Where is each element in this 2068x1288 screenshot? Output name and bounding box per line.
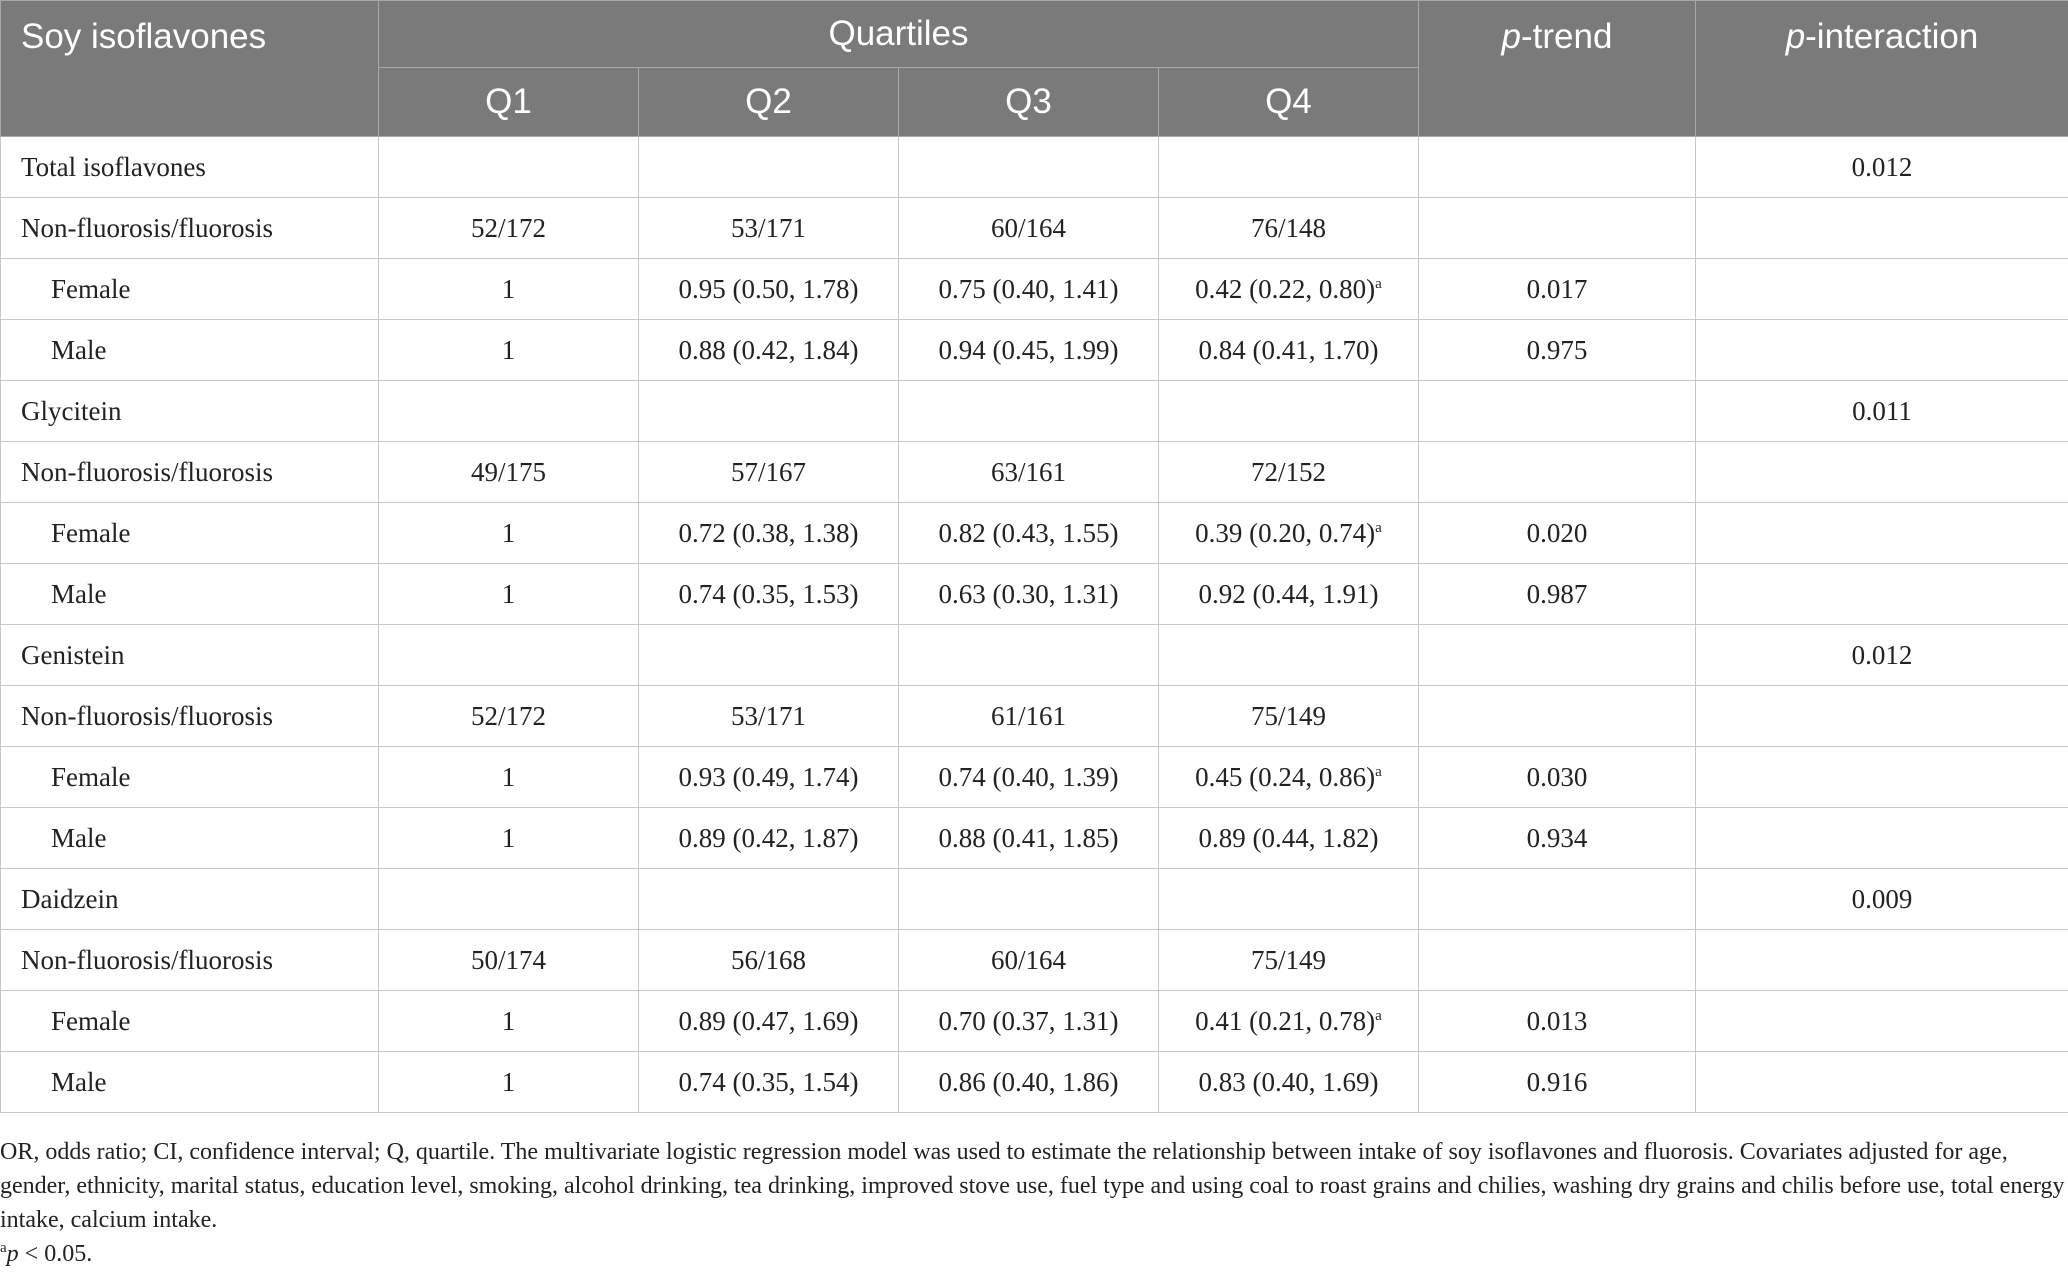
male-q2: 0.74 (0.35, 1.54) bbox=[639, 1052, 899, 1113]
female-q4-value: 0.42 (0.22, 0.80) bbox=[1195, 273, 1376, 304]
male-q1: 1 bbox=[379, 564, 639, 625]
female-q2: 0.95 (0.50, 1.78) bbox=[639, 259, 899, 320]
ratio-q2: 53/171 bbox=[639, 198, 899, 259]
empty-cell bbox=[639, 381, 899, 442]
empty-cell bbox=[899, 137, 1159, 198]
ratio-q4: 76/148 bbox=[1159, 198, 1419, 259]
female-q4-value: 0.39 (0.20, 0.74) bbox=[1195, 517, 1376, 548]
empty-cell bbox=[1696, 259, 2068, 320]
female-q2: 0.93 (0.49, 1.74) bbox=[639, 747, 899, 808]
ratio-q1: 49/175 bbox=[379, 442, 639, 503]
table-row-group-title bbox=[1, 381, 2068, 442]
table-row-male bbox=[1, 808, 2068, 869]
female-q3: 0.82 (0.43, 1.55) bbox=[899, 503, 1159, 564]
header-q3: Q3 bbox=[899, 68, 1159, 137]
empty-cell bbox=[1696, 747, 2068, 808]
header-q2: Q2 bbox=[639, 68, 899, 137]
male-q1: 1 bbox=[379, 808, 639, 869]
empty-cell bbox=[1696, 198, 2068, 259]
male-p-trend: 0.916 bbox=[1419, 1052, 1696, 1113]
female-q3: 0.74 (0.40, 1.39) bbox=[899, 747, 1159, 808]
male-label: Male bbox=[1, 320, 379, 381]
header-p-trend bbox=[1419, 1, 1696, 137]
empty-cell bbox=[639, 869, 899, 930]
group-name: Total isoflavones bbox=[1, 137, 379, 198]
p-interaction-value: 0.012 bbox=[1696, 137, 2068, 198]
male-p-trend: 0.987 bbox=[1419, 564, 1696, 625]
significance-marker: a bbox=[1375, 519, 1382, 536]
header-p-interaction-rest: -interaction bbox=[1805, 17, 1979, 56]
male-q4: 0.84 (0.41, 1.70) bbox=[1159, 320, 1419, 381]
group-name: Daidzein bbox=[1, 869, 379, 930]
female-q3: 0.70 (0.37, 1.31) bbox=[899, 991, 1159, 1052]
header-soy-isoflavones: Soy isoflavones bbox=[1, 1, 379, 137]
female-q1: 1 bbox=[379, 747, 639, 808]
male-q1: 1 bbox=[379, 320, 639, 381]
ratio-label: Non-fluorosis/fluorosis bbox=[1, 442, 379, 503]
empty-cell bbox=[1159, 381, 1419, 442]
empty-cell bbox=[1696, 1052, 2068, 1113]
header-q1: Q1 bbox=[379, 68, 639, 137]
ratio-label: Non-fluorosis/fluorosis bbox=[1, 686, 379, 747]
female-label: Female bbox=[1, 259, 379, 320]
male-q4: 0.83 (0.40, 1.69) bbox=[1159, 1052, 1419, 1113]
empty-cell bbox=[379, 625, 639, 686]
table-row-male bbox=[1, 320, 2068, 381]
table-footnote bbox=[0, 1135, 2068, 1271]
ratio-q4: 72/152 bbox=[1159, 442, 1419, 503]
table-row-female bbox=[1, 991, 2068, 1052]
ratio-q2: 53/171 bbox=[639, 686, 899, 747]
empty-cell bbox=[1159, 625, 1419, 686]
significance-marker: a bbox=[1375, 275, 1382, 292]
male-label: Male bbox=[1, 808, 379, 869]
empty-cell bbox=[1419, 686, 1696, 747]
header-row-1 bbox=[1, 1, 2068, 68]
empty-cell bbox=[1696, 320, 2068, 381]
ratio-q2: 56/168 bbox=[639, 930, 899, 991]
group-name: Glycitein bbox=[1, 381, 379, 442]
table-row-group-title bbox=[1, 625, 2068, 686]
ratio-label: Non-fluorosis/fluorosis bbox=[1, 198, 379, 259]
female-q4-value: 0.41 (0.21, 0.78) bbox=[1195, 1005, 1376, 1036]
empty-cell bbox=[1696, 442, 2068, 503]
empty-cell bbox=[379, 869, 639, 930]
significance-marker: a bbox=[1375, 1007, 1382, 1024]
male-q3: 0.88 (0.41, 1.85) bbox=[899, 808, 1159, 869]
male-q3: 0.63 (0.30, 1.31) bbox=[899, 564, 1159, 625]
empty-cell bbox=[1419, 381, 1696, 442]
female-q2: 0.89 (0.47, 1.69) bbox=[639, 991, 899, 1052]
ratio-q3: 60/164 bbox=[899, 930, 1159, 991]
p-interaction-value: 0.009 bbox=[1696, 869, 2068, 930]
header-p-trend-rest: -trend bbox=[1521, 17, 1613, 56]
header-p-interaction-p: p bbox=[1785, 17, 1806, 56]
male-q2: 0.88 (0.42, 1.84) bbox=[639, 320, 899, 381]
empty-cell bbox=[899, 381, 1159, 442]
female-q3: 0.75 (0.40, 1.41) bbox=[899, 259, 1159, 320]
ratio-q1: 52/172 bbox=[379, 686, 639, 747]
ratio-q4: 75/149 bbox=[1159, 930, 1419, 991]
table-row-ratio bbox=[1, 442, 2068, 503]
female-q1: 1 bbox=[379, 503, 639, 564]
female-q4-value: 0.45 (0.24, 0.86) bbox=[1195, 761, 1376, 792]
table-row-male bbox=[1, 564, 2068, 625]
empty-cell bbox=[1159, 137, 1419, 198]
ratio-q3: 61/161 bbox=[899, 686, 1159, 747]
empty-cell bbox=[899, 625, 1159, 686]
male-q2: 0.74 (0.35, 1.53) bbox=[639, 564, 899, 625]
footnote-p: p bbox=[6, 1241, 19, 1267]
female-p-trend: 0.013 bbox=[1419, 991, 1696, 1052]
ratio-q2: 57/167 bbox=[639, 442, 899, 503]
empty-cell bbox=[639, 625, 899, 686]
table-row-female bbox=[1, 259, 2068, 320]
empty-cell bbox=[1419, 869, 1696, 930]
ratio-q1: 50/174 bbox=[379, 930, 639, 991]
ratio-q3: 63/161 bbox=[899, 442, 1159, 503]
female-q4 bbox=[1159, 259, 1419, 320]
p-interaction-value: 0.012 bbox=[1696, 625, 2068, 686]
empty-cell bbox=[1419, 137, 1696, 198]
ratio-q3: 60/164 bbox=[899, 198, 1159, 259]
empty-cell bbox=[379, 381, 639, 442]
table-row-male bbox=[1, 1052, 2068, 1113]
male-p-trend: 0.934 bbox=[1419, 808, 1696, 869]
table-row-group-title bbox=[1, 137, 2068, 198]
empty-cell bbox=[1419, 930, 1696, 991]
table-row-group-title bbox=[1, 869, 2068, 930]
empty-cell bbox=[1696, 564, 2068, 625]
female-label: Female bbox=[1, 503, 379, 564]
footnote-threshold: < 0.05. bbox=[18, 1241, 93, 1267]
male-label: Male bbox=[1, 564, 379, 625]
ratio-q1: 52/172 bbox=[379, 198, 639, 259]
table-row-ratio bbox=[1, 930, 2068, 991]
header-q4: Q4 bbox=[1159, 68, 1419, 137]
female-p-trend: 0.017 bbox=[1419, 259, 1696, 320]
female-q4 bbox=[1159, 747, 1419, 808]
female-q1: 1 bbox=[379, 259, 639, 320]
empty-cell bbox=[1696, 991, 2068, 1052]
table-row-female bbox=[1, 503, 2068, 564]
group-name: Genistein bbox=[1, 625, 379, 686]
footnote-sup-marker: a bbox=[0, 1240, 7, 1256]
empty-cell bbox=[1419, 442, 1696, 503]
empty-cell bbox=[1696, 503, 2068, 564]
male-q1: 1 bbox=[379, 1052, 639, 1113]
significance-marker: a bbox=[1375, 763, 1382, 780]
male-p-trend: 0.975 bbox=[1419, 320, 1696, 381]
ratio-q4: 75/149 bbox=[1159, 686, 1419, 747]
female-q4 bbox=[1159, 991, 1419, 1052]
male-label: Male bbox=[1, 1052, 379, 1113]
male-q2: 0.89 (0.42, 1.87) bbox=[639, 808, 899, 869]
footnote-significance bbox=[0, 1237, 2068, 1271]
empty-cell bbox=[1696, 808, 2068, 869]
ratio-label: Non-fluorosis/fluorosis bbox=[1, 930, 379, 991]
table-row-female bbox=[1, 747, 2068, 808]
male-q4: 0.92 (0.44, 1.91) bbox=[1159, 564, 1419, 625]
female-q1: 1 bbox=[379, 991, 639, 1052]
female-q4 bbox=[1159, 503, 1419, 564]
female-q2: 0.72 (0.38, 1.38) bbox=[639, 503, 899, 564]
header-p-trend-p: p bbox=[1501, 17, 1522, 56]
male-q3: 0.94 (0.45, 1.99) bbox=[899, 320, 1159, 381]
header-quartiles: Quartiles bbox=[379, 1, 1419, 68]
empty-cell bbox=[639, 137, 899, 198]
empty-cell bbox=[379, 137, 639, 198]
empty-cell bbox=[1419, 198, 1696, 259]
female-label: Female bbox=[1, 991, 379, 1052]
female-p-trend: 0.020 bbox=[1419, 503, 1696, 564]
female-label: Female bbox=[1, 747, 379, 808]
footnote-text: OR, odds ratio; CI, confidence interval; Q, quartile. The multivariate logistic regression model was used to estimate the relationship between intake of soy isoflavones and fluorosis. Covariates adjusted for age, gender, ethnicity, marital status, education level, smoking, alcohol drinking, tea drinking, improved stove use, fuel type and using coal to roast grains and chilies, washing dry grains and chilis before use, total energy intake, calcium intake. bbox=[0, 1139, 2065, 1233]
empty-cell bbox=[899, 869, 1159, 930]
male-q3: 0.86 (0.40, 1.86) bbox=[899, 1052, 1159, 1113]
empty-cell bbox=[1419, 625, 1696, 686]
table-row-ratio bbox=[1, 686, 2068, 747]
empty-cell bbox=[1696, 930, 2068, 991]
female-p-trend: 0.030 bbox=[1419, 747, 1696, 808]
empty-cell bbox=[1159, 869, 1419, 930]
table-row-ratio bbox=[1, 198, 2068, 259]
p-interaction-value: 0.011 bbox=[1696, 381, 2068, 442]
male-q4: 0.89 (0.44, 1.82) bbox=[1159, 808, 1419, 869]
empty-cell bbox=[1696, 686, 2068, 747]
header-p-interaction bbox=[1696, 1, 2068, 137]
